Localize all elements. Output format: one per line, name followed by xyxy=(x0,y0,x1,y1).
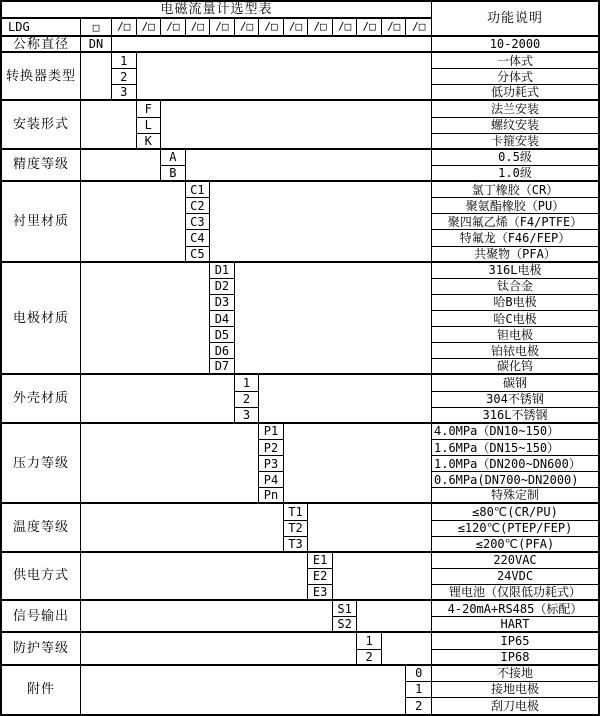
option-desc: 0.6MPa(DN700~DN2000) xyxy=(431,472,598,488)
category-label-installation: 安装形式 xyxy=(2,101,81,149)
option-desc: 刮刀电极 xyxy=(431,698,598,714)
model-slot-1: /□ xyxy=(112,19,137,37)
spacer xyxy=(137,53,431,101)
spacer xyxy=(81,101,137,149)
option-desc: 4-20mA+RS485（标配） xyxy=(431,601,598,617)
spacer xyxy=(81,375,235,423)
option-code: Pn xyxy=(259,488,284,504)
category-label-converter-type: 转换器类型 xyxy=(2,53,81,101)
option-code: C4 xyxy=(186,230,211,246)
option-desc: 分体式 xyxy=(431,69,598,85)
spacer xyxy=(81,263,210,376)
option-desc: 4.0MPa（DN10~150） xyxy=(431,424,598,440)
option-desc: 碳化钨 xyxy=(431,359,598,375)
option-desc: 钛合金 xyxy=(431,279,598,295)
option-code: B xyxy=(161,166,186,182)
spacer xyxy=(161,101,431,149)
option-code: P3 xyxy=(259,456,284,472)
model-slot-4: /□ xyxy=(186,19,211,37)
option-code: P4 xyxy=(259,472,284,488)
option-desc: 304不锈钢 xyxy=(431,392,598,408)
option-code: 2 xyxy=(112,69,137,85)
option-code: 1 xyxy=(112,53,137,69)
spacer xyxy=(284,424,431,505)
option-code: A xyxy=(161,150,186,166)
model-slot-3: /□ xyxy=(161,19,186,37)
model-slot-12: /□ xyxy=(382,19,407,37)
spacer xyxy=(235,263,431,376)
option-desc: 特氟龙（F46/FEP） xyxy=(431,230,598,246)
option-code: D4 xyxy=(210,311,235,327)
spacer xyxy=(81,633,357,665)
spacer xyxy=(81,150,161,182)
option-desc: 一体式 xyxy=(431,53,598,69)
option-code: 0 xyxy=(406,666,431,682)
spacer xyxy=(81,666,406,714)
option-desc: 哈C电极 xyxy=(431,311,598,327)
model-slot-9: /□ xyxy=(308,19,333,37)
spacer xyxy=(382,633,431,665)
option-code: 1 xyxy=(357,633,382,649)
option-code: 1 xyxy=(235,375,260,391)
option-code: C1 xyxy=(186,182,211,198)
spacer xyxy=(210,182,431,263)
spacer xyxy=(81,601,333,633)
option-code: E2 xyxy=(308,569,333,585)
option-code: F xyxy=(137,101,162,117)
spacer xyxy=(81,424,259,505)
model-slot-8: /□ xyxy=(284,19,309,37)
option-desc: 法兰安装 xyxy=(431,101,598,117)
model-slot-2: /□ xyxy=(137,19,162,37)
option-code: K xyxy=(137,134,162,150)
category-label-signal-output: 信号输出 xyxy=(2,601,81,633)
option-code: D7 xyxy=(210,359,235,375)
option-desc: 1.0级 xyxy=(431,166,598,182)
spacer xyxy=(186,150,431,182)
spacer xyxy=(333,553,431,601)
option-code: S1 xyxy=(333,601,358,617)
function-column-header: 功能说明 xyxy=(431,2,598,37)
option-code: 2 xyxy=(415,698,423,713)
category-label-temperature-rating: 温度等级 xyxy=(2,504,81,552)
model-slot-6: /□ xyxy=(235,19,260,37)
option-desc: 碳钢 xyxy=(431,375,598,391)
option-desc: 共聚物（PFA） xyxy=(431,247,598,263)
category-label-nominal-diameter: 公称直径 xyxy=(2,37,81,53)
option-desc: 24VDC xyxy=(431,569,598,585)
spacer xyxy=(81,504,284,552)
option-desc: 特殊定制 xyxy=(431,488,598,504)
option-code: P1 xyxy=(259,424,284,440)
option-code: 1 xyxy=(406,682,431,698)
category-label-accessories: 附件 xyxy=(2,666,81,714)
option-code: S2 xyxy=(333,617,358,633)
option-code: P2 xyxy=(259,440,284,456)
model-slot-10: /□ xyxy=(333,19,358,37)
option-code: T2 xyxy=(284,521,309,537)
model-slot-11: /□ xyxy=(357,19,382,37)
table-title: 电磁流量计选型表 xyxy=(2,2,431,19)
option-code: D6 xyxy=(210,343,235,359)
model-slot-13: /□ xyxy=(406,19,431,37)
option-desc: 钽电极 xyxy=(431,327,598,343)
category-label-accuracy: 精度等级 xyxy=(2,150,81,182)
option-desc: 接地电极 xyxy=(431,682,598,698)
category-label-pressure-rating: 压力等级 xyxy=(2,424,81,505)
option-desc: IP65 xyxy=(431,633,598,649)
option-code: D5 xyxy=(210,327,235,343)
option-desc: 0.5级 xyxy=(431,150,598,166)
spacer xyxy=(81,182,186,263)
option-desc: 卡箍安装 xyxy=(431,134,598,150)
option-code: DN xyxy=(81,37,112,53)
model-prefix: LDG xyxy=(2,19,81,37)
model-base-box: □ xyxy=(81,19,112,37)
option-desc: 铂铱电极 xyxy=(431,343,598,359)
option-code: C3 xyxy=(186,214,211,230)
option-desc: 220VAC xyxy=(431,553,598,569)
option-code: T3 xyxy=(284,537,309,553)
category-label-electrode-material: 电极材质 xyxy=(2,263,81,376)
option-desc: 哈B电极 xyxy=(431,295,598,311)
option-desc: IP68 xyxy=(431,650,598,666)
option-code: T1 xyxy=(284,504,309,520)
spacer xyxy=(259,375,431,423)
option-code: 2 xyxy=(235,392,260,408)
option-code: 3 xyxy=(112,85,137,101)
spacer xyxy=(81,53,112,101)
option-desc: 锂电池（仅限低功耗式） xyxy=(431,585,598,601)
category-label-housing-material: 外壳材质 xyxy=(2,375,81,423)
option-desc: 聚四氟乙烯（F4/PTFE） xyxy=(431,214,598,230)
option-code: C2 xyxy=(186,198,211,214)
option-desc: 10-2000 xyxy=(431,37,598,53)
option-desc: HART xyxy=(431,617,598,633)
option-desc: 1.0MPa（DN200~DN600） xyxy=(431,456,598,472)
option-code: D2 xyxy=(210,279,235,295)
spacer xyxy=(308,504,431,552)
option-desc: 1.6MPa（DN15~150） xyxy=(431,440,598,456)
spacer xyxy=(112,37,431,53)
model-slot-5: /□ xyxy=(210,19,235,37)
option-desc: ≤200℃(PFA) xyxy=(431,537,598,553)
option-code: 2 xyxy=(357,650,382,666)
option-code: L xyxy=(137,118,162,134)
option-code: 3 xyxy=(235,408,260,424)
option-desc: ≤120℃(PTEP/FEP) xyxy=(431,521,598,537)
option-desc: ≤80℃(CR/PU) xyxy=(431,504,598,520)
option-desc: 聚氨酯橡胶（PU） xyxy=(431,198,598,214)
category-label-protection-rating: 防护等级 xyxy=(2,633,81,665)
option-desc: 低功耗式 xyxy=(431,85,598,101)
category-label-power-supply: 供电方式 xyxy=(2,553,81,601)
option-code: D3 xyxy=(210,295,235,311)
model-slot-7: /□ xyxy=(259,19,284,37)
spacer xyxy=(357,601,431,633)
option-desc: 氯丁橡胶（CR） xyxy=(431,182,598,198)
category-label-liner-material: 衬里材质 xyxy=(2,182,81,263)
option-code: E1 xyxy=(308,553,333,569)
option-desc: 316L电极 xyxy=(431,263,598,279)
option-code: E3 xyxy=(308,585,333,601)
option-desc: 螺纹安装 xyxy=(431,118,598,134)
spacer xyxy=(81,553,308,601)
option-code: D1 xyxy=(210,263,235,279)
option-desc: 316L不锈钢 xyxy=(431,408,598,424)
option-code: C5 xyxy=(186,247,211,263)
option-desc: 不接地 xyxy=(431,666,598,682)
